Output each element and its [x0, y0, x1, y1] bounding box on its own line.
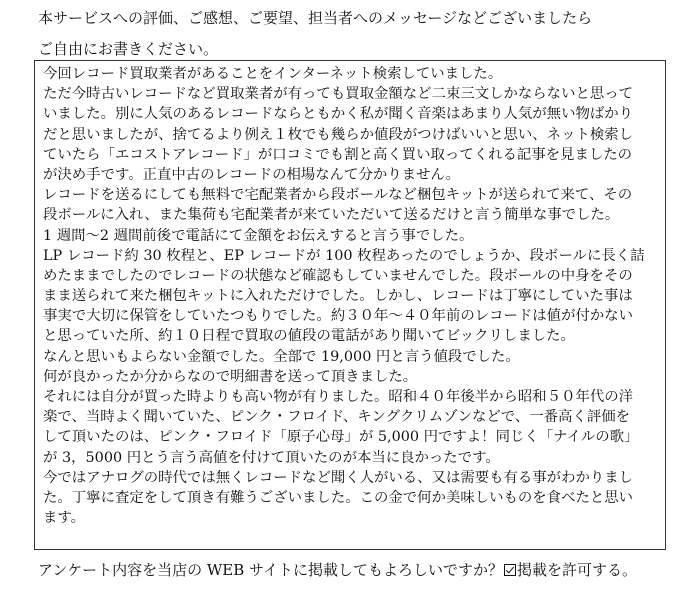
answer-line: レコードを送るにしても無料で宅配業者から段ボールなど梱包キットが送られて来て、その — [43, 187, 633, 204]
answer-line: なんと思いもよらない金額でした。全部で 19,000 円と言う値段でした。 — [43, 348, 520, 365]
answer-line: めたままでしたのでレコードの状態など確認もしていませんでした。段ボールの中身をその — [43, 267, 633, 284]
answer-line: 今回レコード買取業者があることをインターネット検索していました。 — [43, 66, 503, 82]
publish-answer: 掲載を許可する。 — [516, 561, 637, 579]
answer-line: 楽で、当時よく聞いていた、ピンク・フロイド、キングクリムゾンなどで、一番高く評価を — [43, 409, 630, 426]
answer-line: た。丁寧に査定をして頂き有難うございました。この金で何か美味しいものを食べたと思い — [43, 489, 634, 506]
answer-line: だと思いましたが、捨てるより例え１枚でも幾らか値段がつけばいいと思い、ネット検索し — [43, 126, 634, 143]
checked-box-icon — [504, 564, 516, 576]
answer-line: 段ボールに入れ、また集荷も宅配業者が来ていただいて送るだけと言う簡単な事でした。 — [43, 207, 620, 224]
answer-line: 今ではアナログの時代では無くレコードなど聞く人がいる、又は需要も有る事がわかりまし — [43, 469, 634, 486]
answer-line: ていたら「エコストアレコード」が口コミでも割と高く買い取ってくれる記事を見ましたの — [43, 146, 633, 163]
answer-line: ただ今時古いレコードなど買取業者が有っても買取金額など二束三文しかならないと思って — [43, 86, 634, 103]
answer-line: 何が良かったか分からなので明細書を送って頂きました。 — [43, 368, 418, 385]
publish-question: アンケート内容を当店の WEB サイトに掲載してもよろしいですか？ — [38, 561, 503, 579]
prompt-line-2: ご自由にお書きください。 — [38, 40, 219, 58]
answer-line: ます。 — [43, 510, 86, 527]
answer-line: と思っていた所、約１０日程で買取の値段の電話があり聞いてビックリしました。 — [43, 328, 575, 345]
answer-line: して頂いたのは、ピンク・フロイド「原子心母」が 5,000 円ですよ！同じく「ナイルの歌」 — [43, 429, 639, 446]
answer-line: LP レコード約 30 枚程と、EP レコードが 100 枚程あったのでしょうか、段ボールに長く詰 — [43, 247, 645, 264]
prompt-line-1: 本サービスへの評価、ご感想、ご要望、担当者へのメッセージなどございましたら — [38, 9, 593, 27]
answer-line: 1 週間〜2 週間前後で電話にて金額をお伝えすると言う事でした。 — [43, 227, 474, 244]
answer-line: まま送られて来た梱包キットに入れただけでした。しかし、レコードは丁寧にしていた事は — [43, 288, 633, 305]
answer-line: が 3，5000 円とう言う高値を付けて頂いたのが本当に良かったです。 — [43, 449, 500, 466]
answer-line: それには自分が買った時よりも高い物が有りました。昭和４０年後半から昭和５０年代の洋 — [43, 389, 634, 405]
publish-consent-line — [38, 561, 637, 579]
answer-line: いました。別に人気のあるレコードならともかく私が聞く音楽はあまり人気が無い物ばかり — [43, 106, 634, 123]
answer-line: 事実で大切に保管をしていたつもりでした。約３０年〜４０年前のレコードは値が付かない — [43, 308, 634, 325]
answer-box — [34, 60, 666, 550]
answer-line: が決め手です。正直中古のレコードの相場なんて分かりません。 — [43, 166, 461, 183]
